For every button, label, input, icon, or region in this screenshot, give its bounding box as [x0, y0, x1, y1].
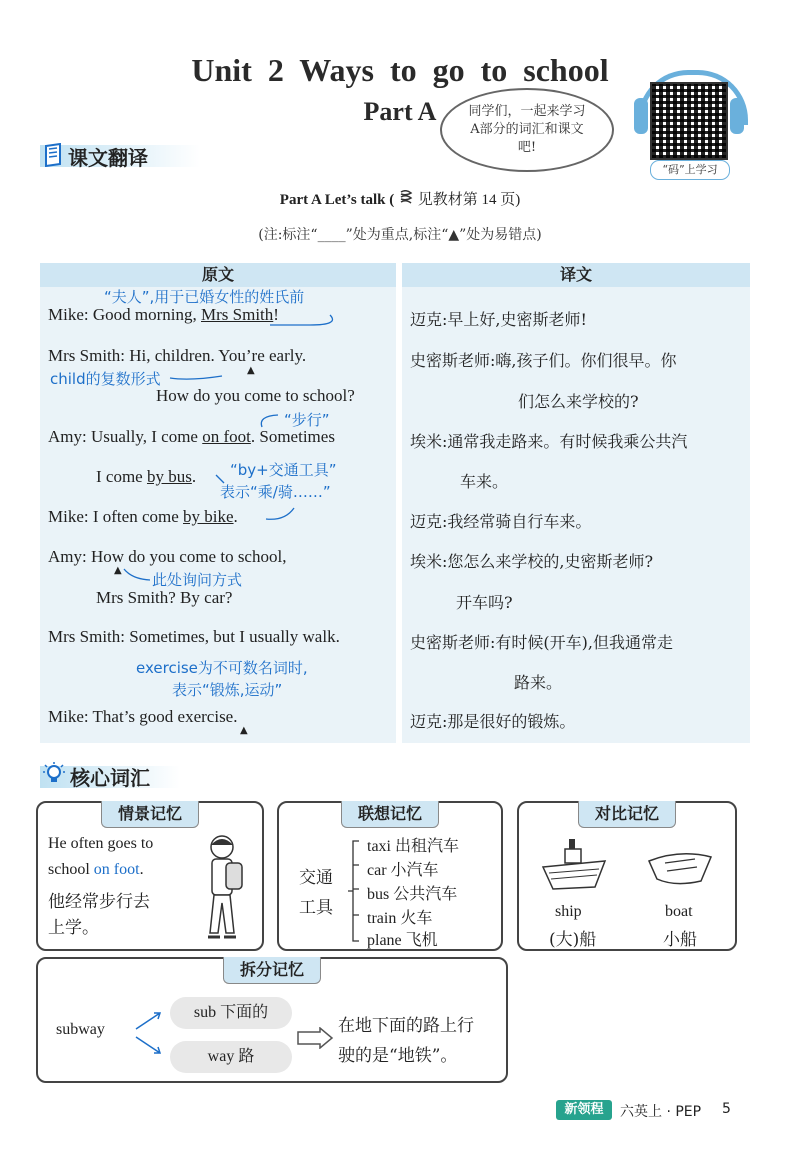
- orig-line-9: Mrs Smith: Sometimes, but I usually walk.: [48, 627, 340, 646]
- box-compare-title: 对比记忆: [578, 801, 676, 828]
- brand-badge: 新领程: [556, 1100, 612, 1120]
- qr-label: “码”上学习: [650, 160, 730, 180]
- box-compare: [517, 801, 737, 951]
- trans-line-3: 们怎么来学校的?: [518, 392, 639, 411]
- trans-line-5: 车来。: [460, 472, 509, 491]
- box-assoc-title: 联想记忆: [341, 801, 439, 828]
- page-number: 5: [722, 1101, 731, 1117]
- trans-line-8: 开车吗?: [456, 593, 513, 612]
- talk-ref: 见教材第 14 页): [417, 192, 521, 208]
- unit-title: Unit 2 Ways to go to school: [191, 52, 609, 88]
- orig-line-6: Mike: I often come by bike.: [48, 507, 238, 526]
- orig-line-5: I come by bus.: [96, 467, 197, 486]
- talk-title: [0, 188, 800, 209]
- double-arrow-icon: [296, 1027, 334, 1049]
- error-marker: ▲: [247, 365, 255, 376]
- section-title-translation: 课文翻译: [68, 146, 148, 170]
- footer-text: 六英上 · PEP: [620, 1104, 702, 1120]
- assoc-item: train 火车: [367, 910, 433, 927]
- compare-word-1: ship: [555, 903, 582, 920]
- assoc-group-1: 交通: [299, 868, 333, 888]
- annotation-how: 此处询问方式: [152, 571, 243, 589]
- talk-title-text: Part A Let’s talk (: [279, 192, 395, 208]
- compare-cn-1: (大)船: [549, 930, 597, 950]
- annotation-on-foot: “步行”: [284, 411, 330, 429]
- box-split: [36, 957, 508, 1083]
- annotation-mrs: “夫人”,用于已婚女性的姓氏前: [104, 288, 305, 306]
- trans-line-2: 史密斯老师:嗨,孩子们。你们很早。你: [410, 351, 677, 370]
- annotation-by-transport: “by+交通工具”: [230, 461, 337, 479]
- assoc-item: bus 公共汽车: [367, 886, 458, 903]
- split-part-1: sub 下面的: [170, 997, 292, 1029]
- section-title-vocab: 核心词汇: [70, 766, 150, 790]
- assoc-item: taxi 出租汽车: [367, 838, 459, 855]
- book-icon: [44, 143, 64, 167]
- scene-en-2: school on foot.: [48, 861, 144, 878]
- ship-icon: [539, 837, 609, 893]
- lightbulb-icon: [42, 761, 66, 787]
- error-marker: ▲: [114, 565, 122, 576]
- trans-line-1: 迈克:早上好,史密斯老师!: [410, 310, 587, 329]
- split-word: subway: [56, 1021, 105, 1038]
- qr-code-icon[interactable]: [650, 82, 728, 160]
- annotation-by-meaning: 表示“乘/骑……”: [220, 483, 331, 501]
- error-marker: ▲: [240, 725, 248, 736]
- orig-line-2: Mrs Smith: Hi, children. You’re early.: [48, 346, 307, 365]
- trans-line-10: 路来。: [514, 673, 563, 692]
- box-scene: [36, 801, 264, 951]
- assoc-item: plane 飞机: [367, 932, 438, 949]
- split-arrows: [134, 1003, 166, 1059]
- annotation-exercise-2: 表示“锻炼,运动”: [172, 681, 283, 699]
- orig-line-1: Mike: Good morning, Mrs Smith!: [48, 305, 279, 324]
- annotation-exercise-1: exercise为不可数名词时,: [136, 659, 308, 677]
- translation-panel: [402, 263, 750, 743]
- orig-line-10: Mike: That’s good exercise.: [48, 707, 238, 726]
- scene-en-1: He often goes to: [48, 835, 154, 852]
- scene-cn-1: 他经常步行去: [48, 892, 150, 912]
- orig-line-7: Amy: How do you come to school,: [48, 547, 287, 566]
- orig-line-4: Amy: Usually, I come on foot. Sometimes: [48, 427, 335, 446]
- compare-cn-2: 小船: [663, 930, 697, 950]
- translation-header: 译文: [402, 263, 750, 287]
- split-part-2: way 路: [170, 1041, 292, 1073]
- trans-line-9: 史密斯老师:有时候(开车),但我通常走: [410, 633, 673, 652]
- split-result-1: 在地下面的路上行: [338, 1016, 474, 1036]
- scene-cn-2: 上学。: [48, 918, 99, 938]
- split-result-2: 驶的是“地铁”。: [338, 1046, 458, 1066]
- spiral-book-icon: [398, 190, 414, 206]
- brace-icon: [347, 837, 361, 945]
- trans-line-7: 埃米:您怎么来学校的,史密斯老师?: [410, 552, 654, 571]
- annotation-children: child的复数形式: [50, 370, 161, 388]
- annotation-arrows: [40, 263, 396, 743]
- boy-walking-icon: [196, 833, 250, 943]
- boat-icon: [645, 845, 715, 889]
- original-header: 原文: [40, 263, 396, 287]
- bubble-text: 同学们，一起来学习A部分的词汇和课文吧!: [468, 104, 586, 155]
- headphone-left-icon: [634, 98, 648, 134]
- compare-word-2: boat: [665, 903, 693, 920]
- part-title: Part A: [363, 97, 437, 126]
- box-assoc: [277, 801, 503, 951]
- orig-line-8: Mrs Smith? By car?: [96, 588, 233, 607]
- headphone-right-icon: [730, 98, 744, 134]
- assoc-item: car 小汽车: [367, 862, 439, 879]
- speech-bubble: [440, 88, 614, 172]
- trans-line-4: 埃米:通常我走路来。有时候我乘公共汽: [410, 432, 688, 451]
- trans-line-6: 迈克:我经常骑自行车来。: [410, 512, 592, 531]
- assoc-group-2: 工具: [299, 898, 333, 918]
- qr-code-block[interactable]: [628, 70, 750, 180]
- orig-line-3: How do you come to school?: [156, 386, 355, 405]
- box-scene-title: 情景记忆: [101, 801, 199, 828]
- box-split-title: 拆分记忆: [223, 957, 321, 984]
- trans-line-11: 迈克:那是很好的锻炼。: [410, 712, 576, 731]
- note: (注:标注“____”处为重点,标注“▲”处为易错点): [258, 227, 542, 243]
